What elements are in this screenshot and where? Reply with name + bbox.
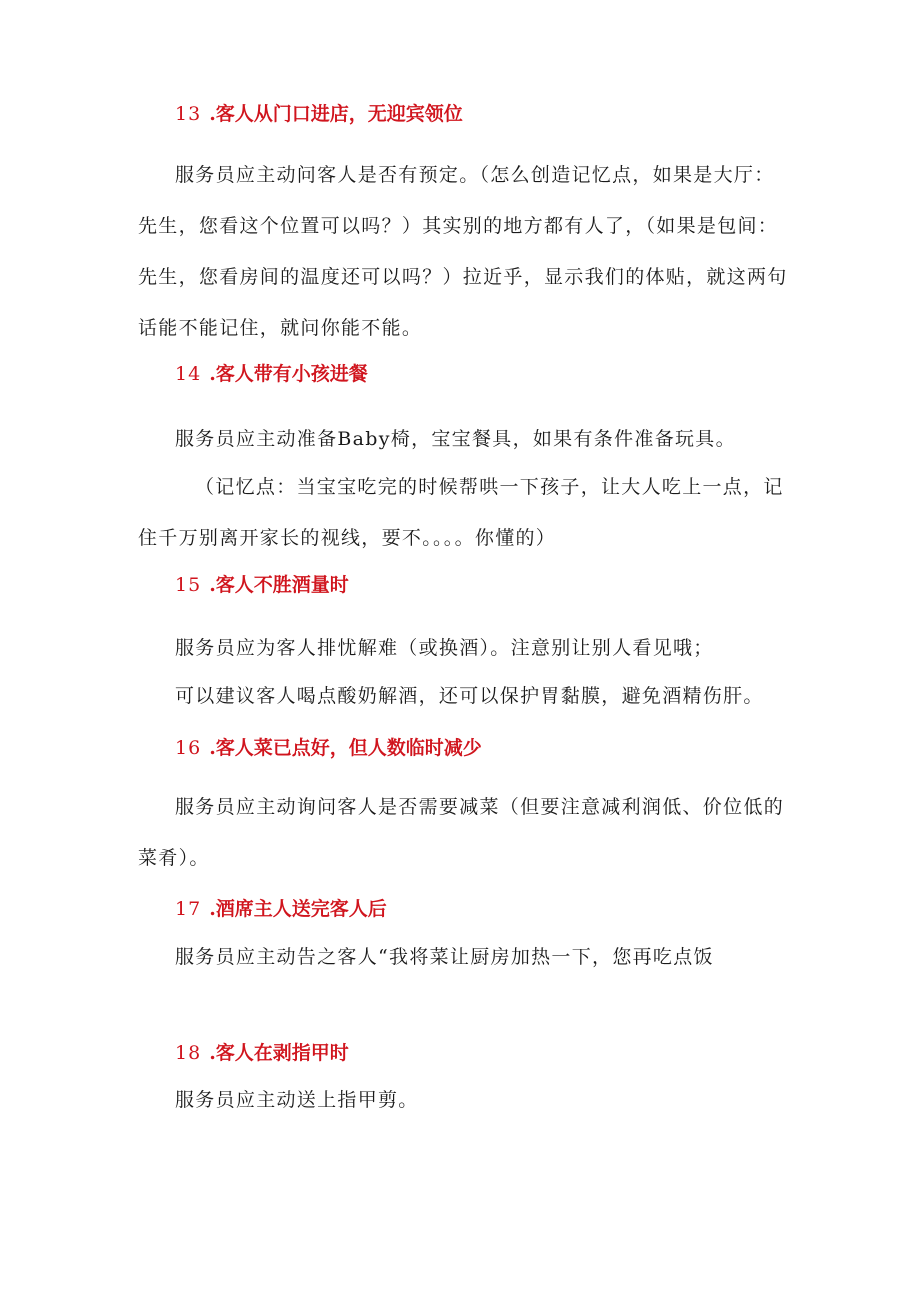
section-14-note: （记忆点：当宝宝吃完的时候帮哄一下孩子，让大人吃上一点，记住千万别离开家长的视线，要不。。。。你懂的）	[138, 476, 784, 549]
section-number: 18	[175, 1042, 202, 1064]
section-title: .客人从门口进店，无迎宾领位	[209, 103, 463, 125]
section-16-body: 服务员应主动询问客人是否需要减菜（但要注意减利润低、价位低的菜肴）。	[138, 796, 785, 869]
section-17-heading	[175, 897, 387, 921]
section-title: .客人不胜酒量时	[209, 574, 349, 596]
section-title: .客人在剥指甲时	[209, 1042, 349, 1064]
section-18-heading	[175, 1041, 349, 1065]
section-15-body-2: 可以建议客人喝点酸奶解酒，还可以保护胃黏膜，避免酒精伤肝。	[175, 685, 764, 707]
section-15-heading	[175, 573, 349, 597]
section-number: 15	[175, 574, 202, 596]
section-18-body: 服务员应主动送上指甲剪。	[175, 1089, 419, 1111]
section-13-heading	[175, 102, 463, 126]
section-17-body: 服务员应主动告之客人“我将菜让厨房加热一下，您再吃点饭	[175, 946, 714, 968]
section-number: 17	[175, 898, 202, 920]
section-14-body: 服务员应主动准备Baby椅，宝宝餐具，如果有条件准备玩具。	[175, 428, 736, 450]
section-number: 14	[175, 363, 202, 385]
section-number: 13	[175, 103, 202, 125]
section-15-body: 服务员应为客人排忧解难（或换酒）。注意别让别人看见哦；	[175, 637, 714, 659]
section-title: .客人带有小孩进餐	[209, 363, 368, 385]
section-title: .酒席主人送完客人后	[209, 898, 387, 920]
section-16-heading	[175, 736, 482, 760]
section-number: 16	[175, 737, 202, 759]
section-13-body: 服务员应主动问客人是否有预定。（怎么创造记忆点，如果是大厅：先生，您看这个位置可以吗？）其实别的地方都有人了，（如果是包间：先生，您看房间的温度还可以吗？）拉近乎，显示我们的体贴，就这两句话能不能记住，就问你能不能。	[138, 164, 788, 339]
section-title: .客人菜已点好，但人数临时减少	[209, 737, 482, 759]
section-14-heading	[175, 362, 368, 386]
